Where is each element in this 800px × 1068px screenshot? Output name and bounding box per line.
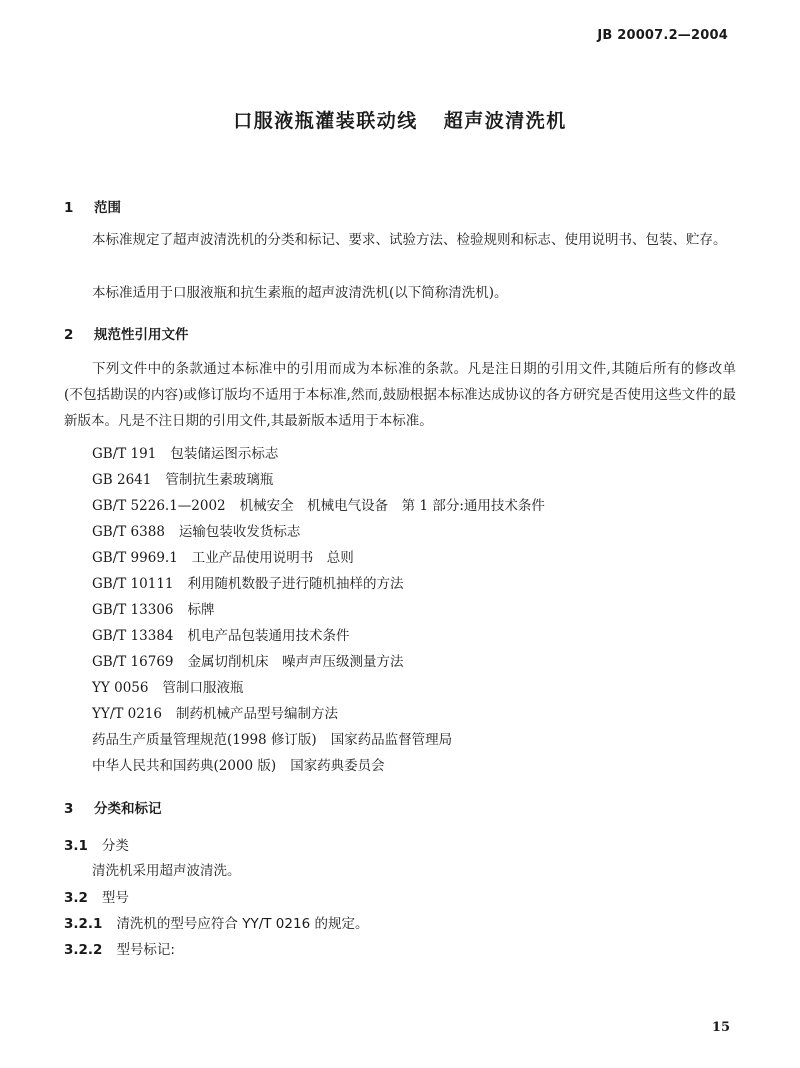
subsection-text: 型号标记: (116, 942, 175, 958)
reference-title: 机械安全 机械电气设备 第 1 部分:通用技术条件 (239, 498, 545, 514)
reference-code: YY 0056 (92, 680, 149, 696)
reference-title: 机电产品包装通用技术条件 (187, 628, 350, 644)
section-number: 2 (64, 327, 74, 343)
reference-title: 利用随机数骰子进行随机抽样的方法 (187, 576, 404, 592)
subsection-3-1-text: 清洗机采用超声波清洗。 (92, 863, 241, 879)
reference-item (92, 546, 354, 566)
reference-code: GB 2641 (92, 472, 152, 488)
reference-item (92, 494, 545, 514)
section-title: 分类和标记 (94, 801, 162, 817)
reference-title: 运输包装收发货标志 (178, 524, 301, 540)
subsection-3-1 (64, 834, 129, 854)
section-1-paragraph-1: 本标准规定了超声波清洗机的分类和标记、要求、试验方法、检验规则和标志、使用说明书、包装、贮存。 (92, 232, 727, 248)
subsection-number: 3.2 (64, 890, 88, 906)
reference-item (92, 442, 278, 462)
reference-title: 国家药品监督管理局 (330, 732, 453, 748)
subsection-number: 3.1 (64, 838, 88, 854)
standard-number: JB 20007.2—2004 (597, 28, 728, 43)
section-3-heading (64, 797, 162, 817)
section-title: 范围 (94, 200, 121, 216)
reference-code: GB/T 16769 (92, 654, 174, 670)
section-number: 3 (64, 801, 74, 817)
reference-title: 工业产品使用说明书 总则 (191, 550, 354, 566)
reference-item (92, 650, 404, 670)
subsection-3-2-2 (64, 938, 175, 958)
reference-title: 制药机械产品型号编制方法 (176, 706, 339, 722)
reference-title: 管制口服液瓶 (162, 680, 244, 696)
subsection-title: 分类 (101, 838, 129, 854)
reference-title: 金属切削机床 噪声声压级测量方法 (187, 654, 404, 670)
reference-title: 管制抗生素玻璃瓶 (165, 472, 274, 488)
subsection-number: 3.2.2 (64, 942, 103, 958)
reference-code: GB/T 5226.1—2002 (92, 498, 226, 514)
reference-code: GB/T 10111 (92, 576, 174, 592)
reference-code: 中华人民共和国药典(2000 版) (92, 758, 277, 774)
section-title: 规范性引用文件 (94, 327, 189, 343)
reference-item (92, 728, 452, 748)
title-part2: 超声波清洗机 (443, 110, 567, 132)
reference-code: YY/T 0216 (92, 706, 163, 722)
reference-item (92, 676, 243, 696)
reference-item (92, 702, 338, 722)
section-2-heading (64, 323, 189, 343)
section-1-paragraph-2: 本标准适用于口服液瓶和抗生素瓶的超声波清洗机(以下简称清洗机)。 (92, 285, 508, 301)
title-part1: 口服液瓶灌装联动线 (233, 110, 418, 132)
subsection-3-2-1 (64, 912, 368, 932)
reference-item (92, 468, 273, 488)
subsection-number: 3.2.1 (64, 916, 103, 932)
document-title (0, 106, 800, 133)
page-number: 15 (711, 1020, 730, 1035)
subsection-text: 清洗机的型号应符合 YY/T 0216 的规定。 (116, 916, 369, 932)
reference-item (92, 624, 350, 644)
reference-code: GB/T 191 (92, 446, 157, 462)
reference-title: 包装储运图示标志 (170, 446, 279, 462)
reference-item (92, 598, 215, 618)
reference-code: GB/T 9969.1 (92, 550, 178, 566)
reference-code: GB/T 6388 (92, 524, 165, 540)
subsection-title: 型号 (101, 890, 129, 906)
reference-title: 标牌 (187, 602, 215, 618)
reference-item (92, 520, 300, 540)
reference-title: 国家药典委员会 (290, 758, 385, 774)
reference-code: GB/T 13306 (92, 602, 174, 618)
subsection-3-2 (64, 886, 129, 906)
reference-code: 药品生产质量管理规范(1998 修订版) (92, 732, 317, 748)
section-1-heading (64, 196, 121, 216)
section-2-intro: 下列文件中的条款通过本标准中的引用而成为本标准的条款。凡是注日期的引用文件,其随后所有的修改单(不包括勘误的内容)或修订版均不适用于本标准,然而,鼓励根据本标准达成协议的各方研究是否使用这些文件的最新版本。凡是不注日期的引用文件,其最新版本适用于本标准。 (64, 361, 736, 429)
reference-item (92, 572, 404, 592)
reference-code: GB/T 13384 (92, 628, 174, 644)
section-number: 1 (64, 200, 74, 216)
reference-item (92, 754, 385, 774)
